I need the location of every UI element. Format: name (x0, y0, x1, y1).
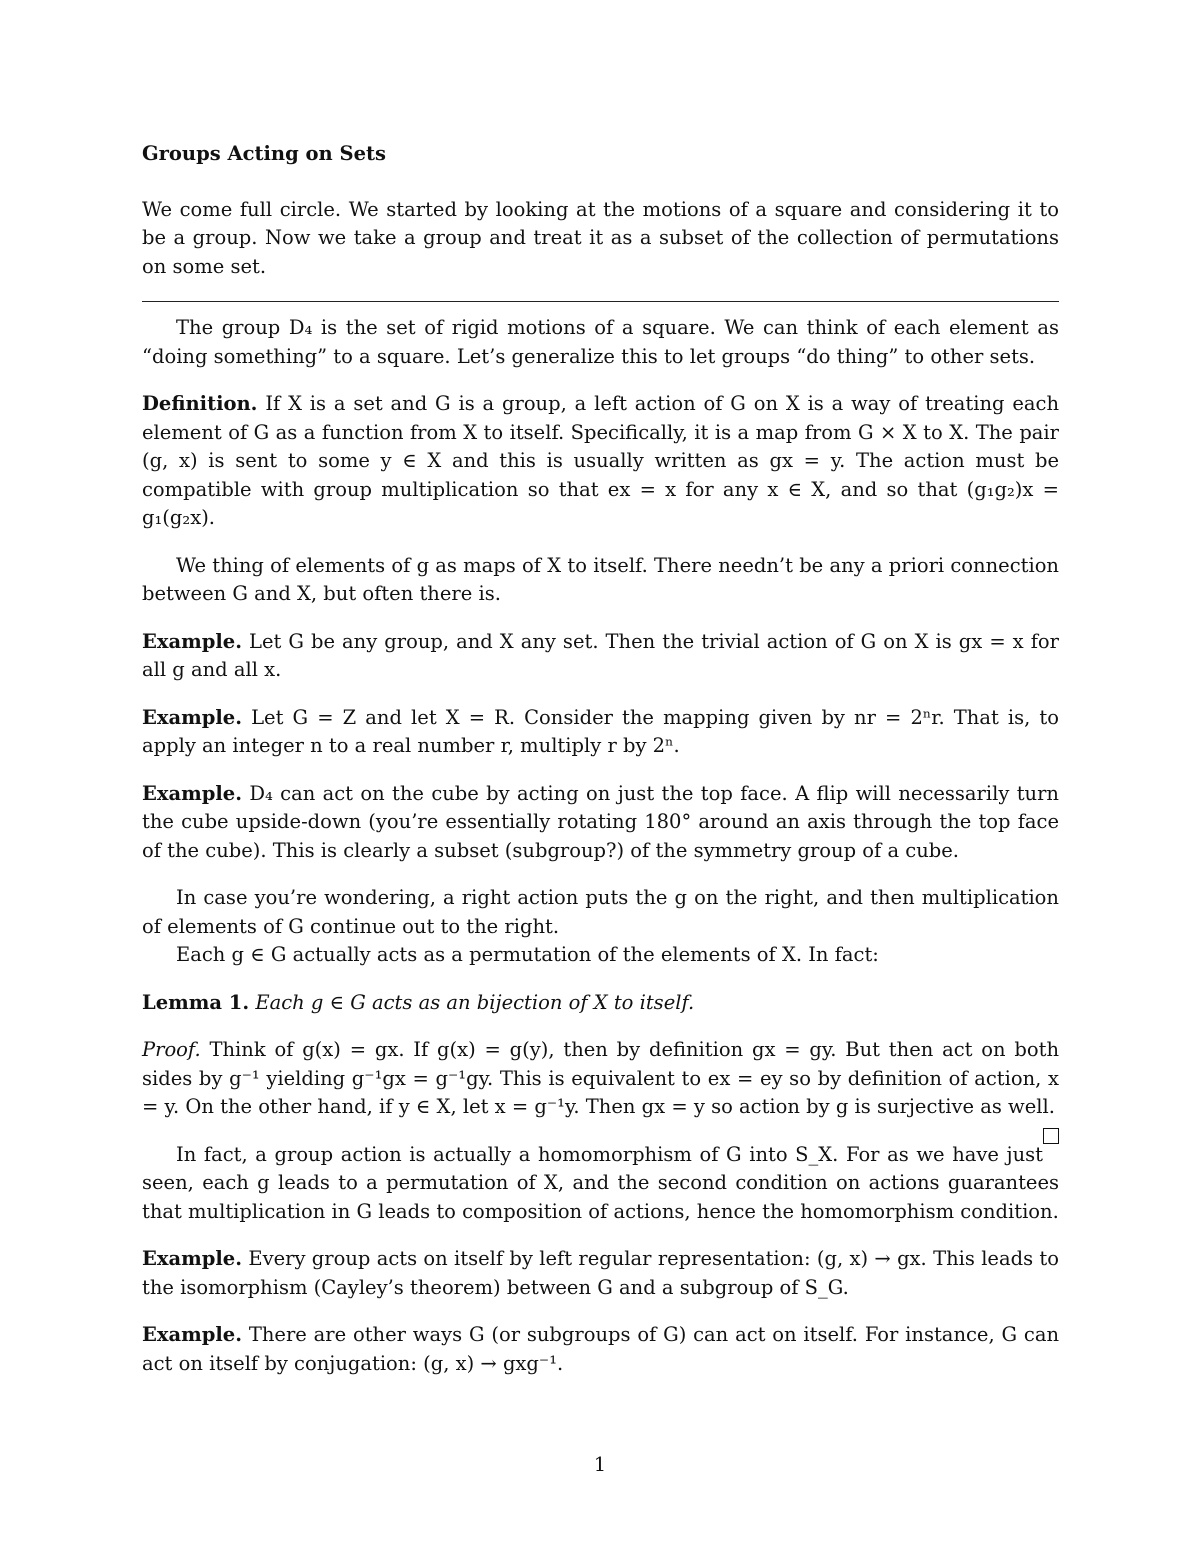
lemma-label: Lemma 1. (142, 990, 250, 1014)
example-text: Every group acts on itself by left regular representation: (g, x) → gx. This leads to the isomorphism (Cayley’s theorem) between G and a subgroup of S_G. (142, 1247, 1059, 1299)
proof-label: Proof. (142, 1038, 201, 1061)
example-label: Example. (142, 705, 242, 729)
homomorphism-paragraph: In fact, a group action is actually a homomorphism of G into S_X. For as we have just seen, each g leads to a permutation of X, and the second condition on actions guarantees that multiplication in G leads to composition of actions, hence the homomorphism condition. (142, 1142, 1059, 1223)
definition-block (142, 390, 1059, 533)
example-left-regular (142, 1245, 1059, 1302)
qed-box-icon (1043, 1128, 1059, 1144)
definition-label: Definition. (142, 392, 258, 415)
section-title: Groups Acting on Sets (142, 142, 386, 165)
example-label: Example. (142, 629, 242, 653)
page-number: 1 (593, 1453, 607, 1476)
example-label: Example. (142, 1323, 242, 1346)
example-d4-on-cube (142, 780, 1059, 866)
example-text: Let G = Z and let X = R. Consider the mapping given by nr = 2ⁿr. That is, to apply an integer n to a real number r, multiply r by 2ⁿ. (142, 705, 1059, 757)
proof-text: Think of g(x) = gx. If g(x) = g(y), then by definition gx = gy. But then act on both sides by g⁻¹ yielding g⁻¹gx = g⁻¹gy. This is equivalent to ex = ey so by definition of action, x = y. On the other hand, if y ∈ X, let x = g⁻¹y. Then gx = y so action by g is surjective as well. (142, 1038, 1060, 1118)
proof-block (142, 1036, 1059, 1122)
example-trivial-action (142, 628, 1059, 685)
example-label: Example. (142, 1247, 242, 1270)
example-text: D₄ can act on the cube by acting on just the top face. A flip will necessarily turn the cube upside-down (you’re essentially rotating 180° around an axis through the top face of the cube). This is clearly a subset (subgroup?) of the symmetry group of a cube. (142, 781, 1059, 862)
permutation-paragraph: Each g ∈ G actually acts as a permutation of the elements of X. In fact: (176, 943, 879, 966)
horizontal-rule (142, 301, 1059, 302)
example-integers-on-reals (142, 704, 1059, 761)
example-text: There are other ways G (or subgroups of G) can act on itself. For instance, G can act on itself by conjugation: (g, x) → gxg⁻¹. (142, 1323, 1059, 1375)
document-body (142, 140, 1059, 1378)
right-action-paragraph: In case you’re wondering, a right action puts the g on the right, and then multiplication of elements of G continue out to the right. (142, 886, 1059, 938)
example-conjugation (142, 1321, 1059, 1378)
lemma-text: Each g ∈ G acts as an bijection of X to itself. (255, 990, 695, 1014)
example-label: Example. (142, 781, 242, 805)
definition-text: If X is a set and G is a group, a left action of G on X is a way of treating each element of G as a function from X to itself. Specifically, it is a map from G × X to X. The pair (g, x) is sent to some y ∈ X and this is usually written as gx = y. The action must be compatible with group multiplication so that ex = x for any x ∈ X, and so that (g₁g₂)x = g₁(g₂x). (142, 392, 1059, 529)
example-text: Let G be any group, and X any set. Then the trivial action of G on X is gx = x for all g and all x. (142, 629, 1059, 681)
maps-paragraph: We thing of elements of g as maps of X to itself. There needn’t be any a priori connection between G and X, but often there is. (142, 553, 1059, 605)
d4-paragraph: The group D₄ is the set of rigid motions of a square. We can think of each element as “doing something” to a square. Let’s generalize this to let groups “do thing” to other sets. (142, 316, 1059, 368)
lemma-block (142, 989, 1059, 1018)
intro-paragraph: We come full circle. We started by looking at the motions of a square and considering it to be a group. Now we take a group and treat it as a subset of the collection of permutations on some set. (142, 197, 1059, 278)
